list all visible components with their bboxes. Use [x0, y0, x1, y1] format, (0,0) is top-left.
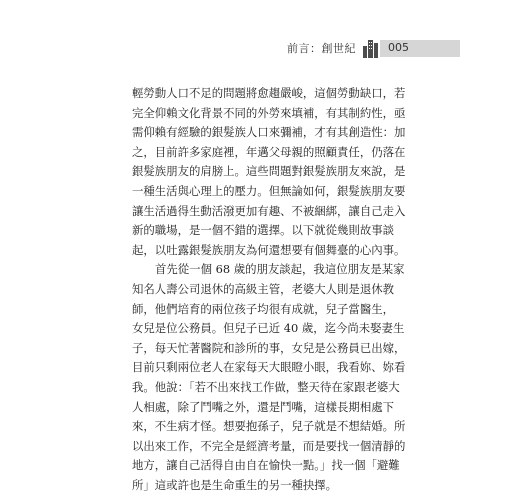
text-line: 完全仰賴文化背景不同的外勞來填補，有其制約性，亟	[132, 105, 406, 120]
text-line: 地方，讓自己活得自由自在愉快一點。」找一個「避難	[132, 458, 400, 473]
text-line: 人相處，除了鬥嘴之外，還是鬥嘴，這樣長期相處下	[132, 399, 394, 414]
text-line: 我。他說：「若不出來找工作做，整天待在家跟老婆大	[132, 379, 400, 394]
body-text	[132, 84, 406, 495]
text-line: 以出來工作，不完全是經濟考量，而是要找一個清靜的	[132, 438, 406, 453]
text-line: 銀髮族朋友的肩膀上。這些問題對銀髮族朋友來說，是	[132, 164, 406, 179]
text-line: 來，不生病才怪。想要抱孫子，兒子就是不想結婚。所	[132, 419, 406, 434]
text-line: 師，他們培育的兩位孩子均很有成就，兒子當醫生，	[132, 301, 394, 316]
text-line: 新的職場，是一個不錯的選擇。以下就從幾則故事談	[132, 223, 394, 238]
text-line: 一種生活與心理上的壓力。但無論如何，銀髮族朋友要	[132, 183, 406, 198]
text-line: 女兒是位公務員。但兒子已近 40 歲，迄今尚未娶妻生	[132, 321, 405, 336]
text-line: 所」這或許也是生命重生的另一種抉擇。	[132, 477, 338, 492]
text-line: 需仰賴有經驗的銀髮族人口來彌補，才有其創造性：加	[132, 125, 406, 140]
text-line: 之，目前許多家庭裡，年邁父母親的照顧責任，仍落在	[132, 144, 406, 159]
text-line: 首先從一個 68 歲的朋友談起，我這位朋友是某家	[155, 262, 405, 277]
chapter-title: 前言：創世紀	[287, 42, 356, 55]
text-line: 輕勞動人口不足的問題將愈趨嚴峻，這個勞動缺口，若	[132, 86, 406, 100]
text-line: 讓生活過得生動活潑更加有趣、不被綑綁，讓自己走入	[132, 203, 406, 218]
page-number: 005	[388, 41, 409, 54]
text-line: 起，以吐露銀髮族朋友為何還想要有個舞臺的心內事。	[132, 242, 406, 257]
text-line: 知名人壽公司退休的高級主管，老婆大人則是退休教	[132, 281, 394, 296]
running-header	[0, 36, 520, 64]
text-line: 子，每天忙著醫院和診所的事，女兒是公務員已出嫁，	[132, 340, 406, 355]
text-line: 目前只剩兩位老人在家每天大眼瞪小眼，我看妳、妳看	[132, 360, 406, 375]
